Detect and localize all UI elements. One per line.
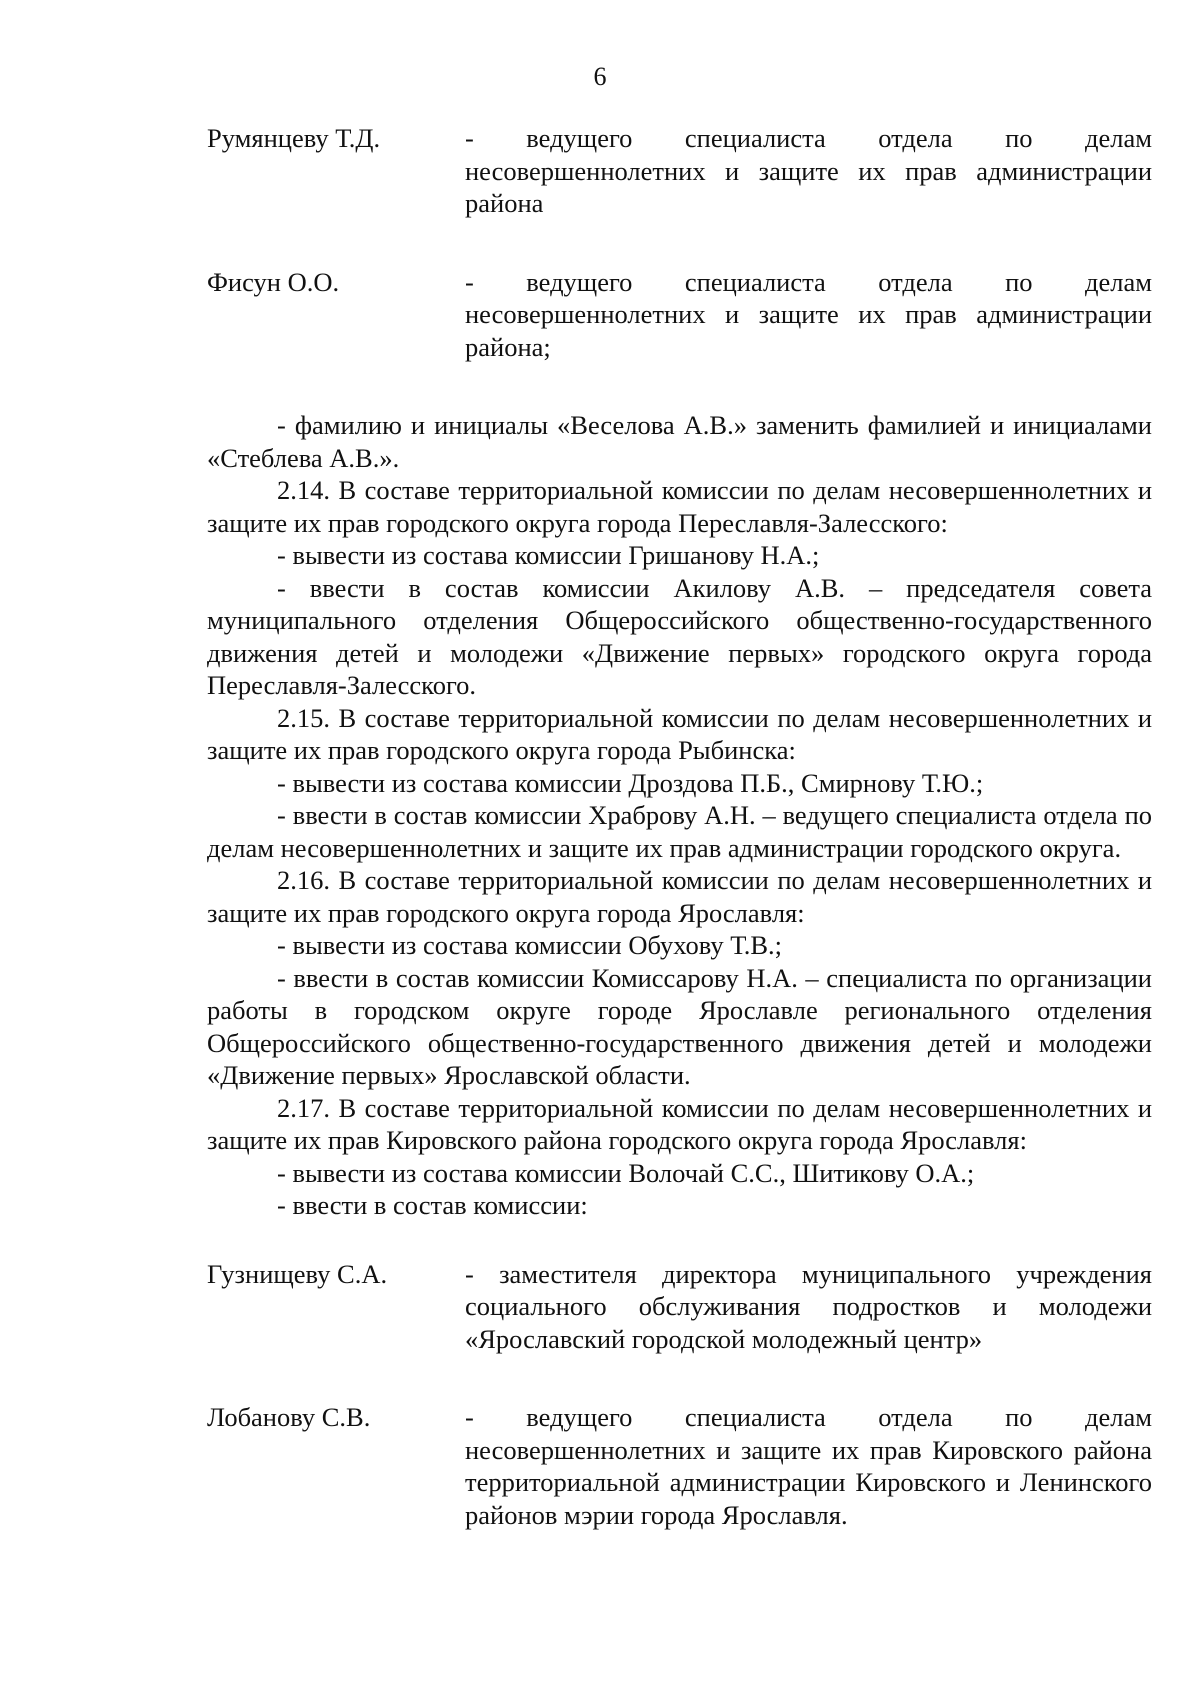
paragraph: 2.16. В составе территориальной комиссии по делам несовершеннолетних и защите их прав городского округа города Ярославля: bbox=[207, 865, 1152, 928]
person-name: Фисун О.О. bbox=[207, 266, 340, 297]
person-name: Гузнищеву С.А. bbox=[207, 1258, 388, 1289]
document-body bbox=[207, 122, 1152, 1531]
paragraph: - вывести из состава комиссии Обухову Т.В.; bbox=[277, 930, 783, 960]
person-role: - ведущего специалиста отдела по делам несовершеннолетних и защите их прав администрации района; bbox=[465, 266, 1152, 362]
spacer bbox=[207, 1355, 1152, 1401]
person-entry bbox=[207, 1401, 1152, 1531]
paragraph: - фамилию и инициалы «Веселова А.В.» заменить фамилией и инициалами «Стеблева А.В.». bbox=[207, 410, 1152, 473]
spacer bbox=[207, 363, 1152, 409]
paragraph: - ввести в состав комиссии Акилову А.В. – председателя совета муниципального отделения Общероссийского общественно-государственного движения детей и молодежи «Движение первых» городского округа города Переславля-Залесского. bbox=[207, 572, 1152, 700]
person-role: - ведущего специалиста отдела по делам несовершеннолетних и защите их прав администрации района bbox=[465, 123, 1152, 218]
page-number: 6 bbox=[593, 62, 607, 91]
paragraph: - ввести в состав комиссии Комиссарову Н.А. – специалиста по организации работы в городском округе городе Ярославле регионального отделения Общероссийского общественно-государственного движения детей и молодежи «Движение первых» Ярославской области. bbox=[207, 962, 1152, 1090]
paragraph: - ввести в состав комиссии Храброву А.Н. – ведущего специалиста отдела по делам несовершеннолетних и защите их прав администрации городского округа. bbox=[207, 800, 1152, 863]
paragraph: - ввести в состав комиссии: bbox=[277, 1190, 588, 1220]
person-name: Румянцеву Т.Д. bbox=[207, 123, 381, 153]
paragraph: 2.14. В составе территориальной комиссии по делам несовершеннолетних и защите их прав городского округа города Переславля-Залесского: bbox=[207, 475, 1152, 538]
person-entry bbox=[207, 266, 1152, 364]
person-entry bbox=[207, 122, 1152, 220]
person-role: - заместителя директора муниципального учреждения социального обслуживания подростков и молодежи «Ярославский городской молодежный центр» bbox=[465, 1258, 1152, 1354]
paragraph: - вывести из состава комиссии Гришанову Н.А.; bbox=[277, 540, 820, 570]
person-name: Лобанову С.В. bbox=[207, 1402, 371, 1432]
spacer bbox=[207, 1222, 1152, 1258]
paragraph: - вывести из состава комиссии Волочай С.С., Шитикову О.А.; bbox=[277, 1157, 975, 1188]
paragraph: - вывести из состава комиссии Дроздова П.Б., Смирнову Т.Ю.; bbox=[277, 767, 984, 798]
paragraph: 2.15. В составе территориальной комиссии по делам несовершеннолетних и защите их прав городского округа города Рыбинска: bbox=[207, 702, 1152, 765]
person-role: - ведущего специалиста отдела по делам несовершеннолетних и защите их прав Кировского района территориальной администрации Кировского и Ленинского районов мэрии города Ярославля. bbox=[465, 1402, 1152, 1530]
paragraph: 2.17. В составе территориальной комиссии по делам несовершеннолетних и защите их прав Кировского района городского округа города Ярославля: bbox=[207, 1092, 1152, 1155]
spacer bbox=[207, 220, 1152, 266]
person-entry bbox=[207, 1258, 1152, 1356]
